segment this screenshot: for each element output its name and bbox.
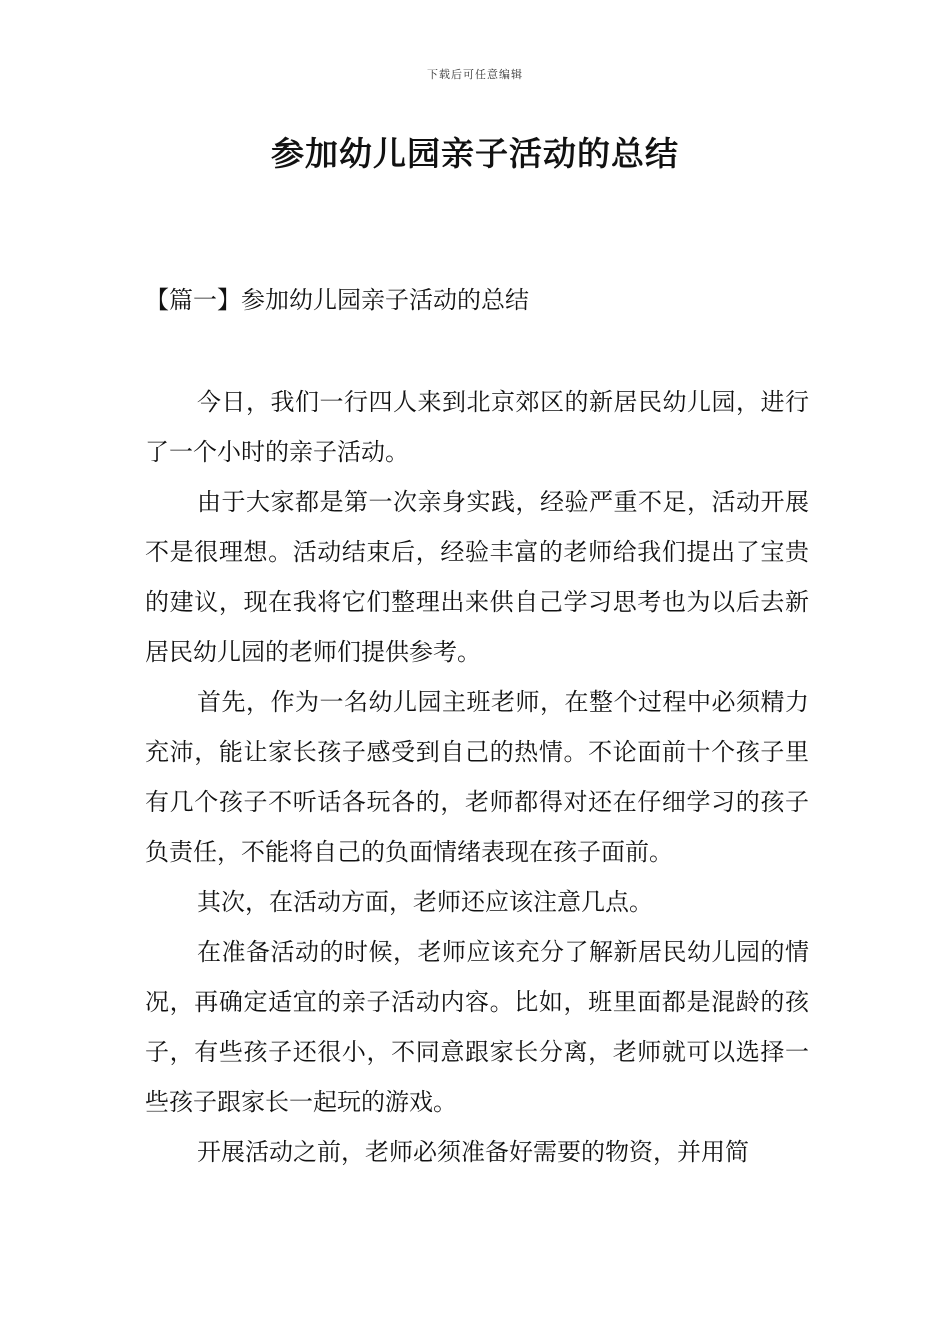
paragraph: 由于大家都是第一次亲身实践，经验严重不足，活动开展不是很理想。活动结束后，经验丰富的老师给我们提出了宝贵的建议，现在我将它们整理出来供自己学习思考也为以后去新居民幼儿园的老师们提供参考。: [145, 488, 809, 666]
body-text: [145, 377, 809, 1177]
section-heading: 【篇一】参加幼儿园亲子活动的总结: [145, 286, 529, 314]
paragraph: 其次，在活动方面，老师还应该注意几点。: [197, 888, 653, 916]
paragraph: 在准备活动的时候，老师应该充分了解新居民幼儿园的情况，再确定适宜的亲子活动内容。比如，班里面都是混龄的孩子，有些孩子还很小，不同意跟家长分离，老师就可以选择一些孩子跟家长一起玩的游戏。: [145, 938, 809, 1116]
page-title: 参加幼儿园亲子活动的总结: [271, 134, 679, 173]
paragraph: 开展活动之前，老师必须准备好需要的物资，并用简: [197, 1138, 749, 1166]
paragraph: 首先，作为一名幼儿园主班老师，在整个过程中必须精力充沛，能让家长孩子感受到自己的热情。不论面前十个孩子里有几个孩子不听话各玩各的，老师都得对还在仔细学习的孩子负责任，不能将自己的负面情绪表现在孩子面前。: [145, 688, 809, 866]
paragraph: 今日，我们一行四人来到北京郊区的新居民幼儿园，进行了一个小时的亲子活动。: [145, 388, 809, 466]
header-note: 下载后可任意编辑: [427, 68, 523, 81]
